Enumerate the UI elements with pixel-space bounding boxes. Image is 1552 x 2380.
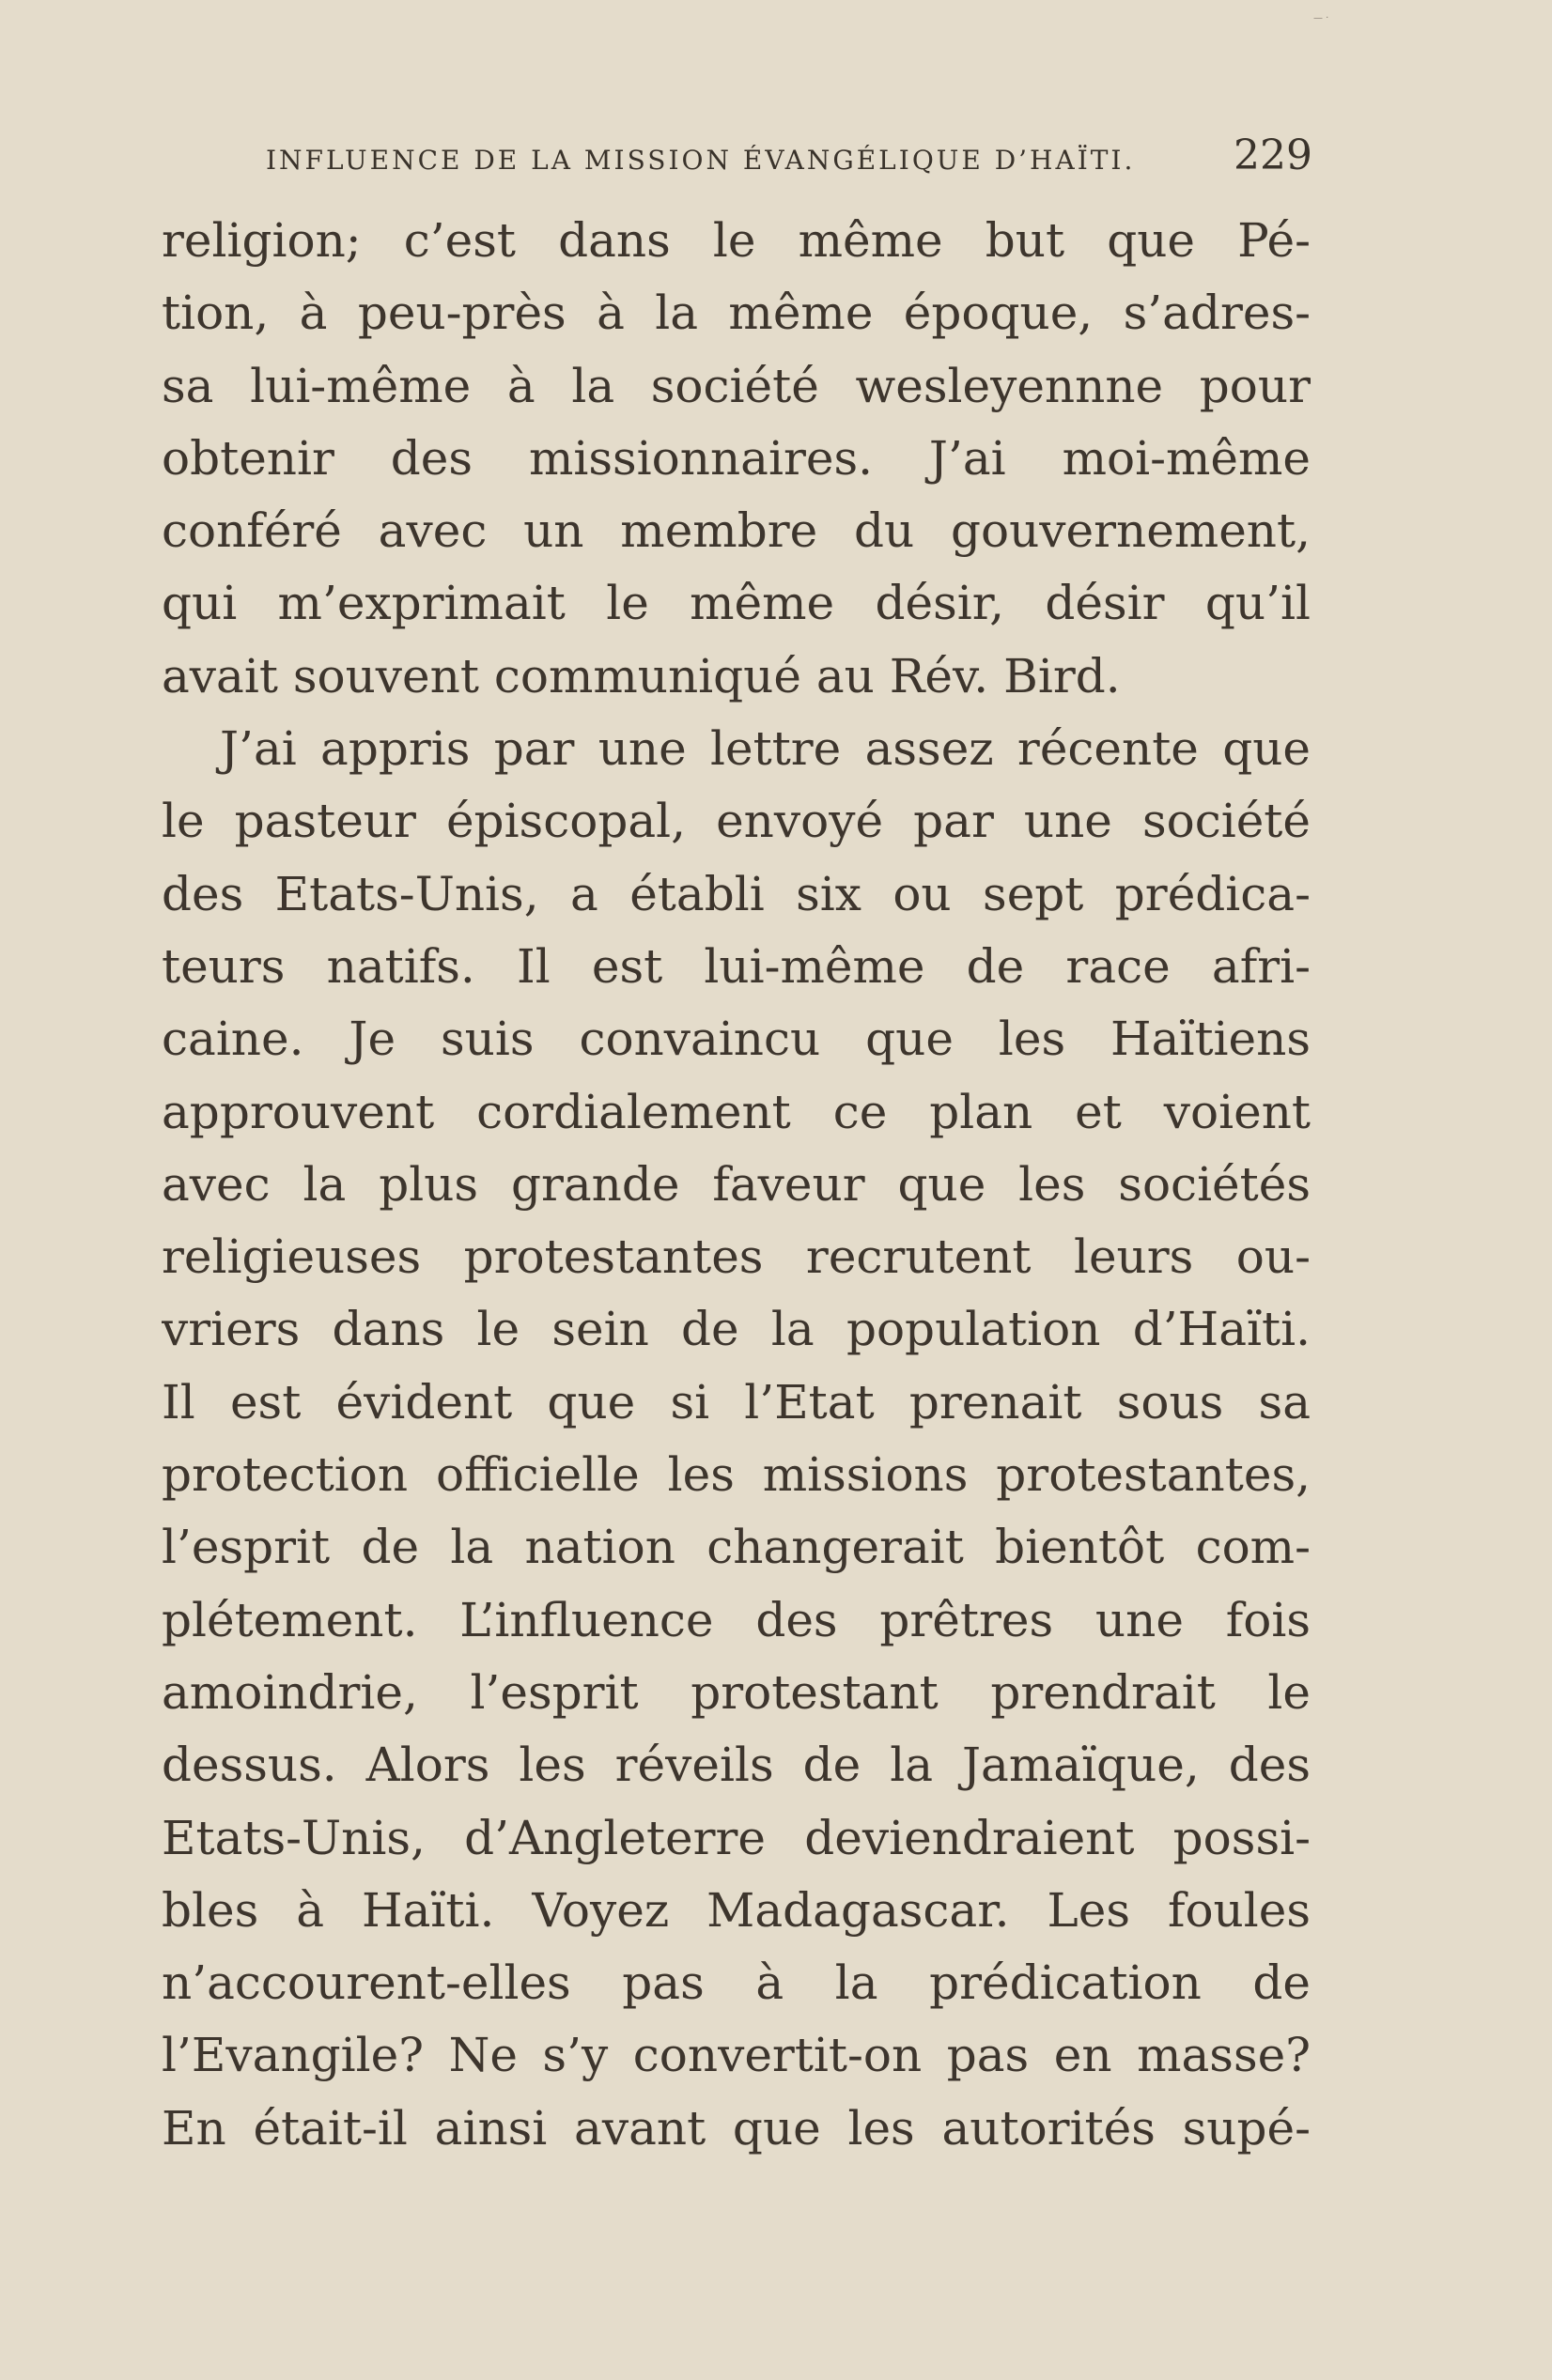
text-line: En était-il ainsi avant que les autorités supé-	[162, 2100, 1311, 2156]
paragraph-first-line: J’ai appris par une lettre assez récente que	[220, 721, 1311, 777]
text-line: n’accourent-elles pas à la prédication de	[162, 1955, 1311, 2011]
text-line: des Etats-Unis, a établi six ou sept prédica-	[162, 866, 1311, 921]
running-head	[266, 131, 1312, 178]
text-line: Etats-Unis, d’Angleterre deviendraient possi-	[162, 1810, 1311, 1865]
text-line: amoindrie, l’esprit protestant prendrait le	[162, 1664, 1311, 1720]
text-line: avait souvent communiqué au Rév. Bird.	[162, 648, 1121, 703]
text-line: tion, à peu-près à la même époque, s’adres-	[162, 286, 1311, 341]
running-title: INFLUENCE DE LA MISSION ÉVANGÉLIQUE D’HAÏTI.	[266, 145, 1136, 176]
text-line: qui m’exprimait le même désir, désir qu’il	[162, 576, 1311, 631]
text-line: religion; c’est dans le même but que Pé-	[162, 213, 1311, 268]
text-line: sa lui-même à la société wesleyennne pour	[162, 358, 1311, 413]
text-line: teurs natifs. Il est lui-même de race afri-	[162, 938, 1311, 994]
text-line: obtenir des missionnaires. J’ai moi-même	[162, 430, 1311, 486]
text-line: religieuses protestantes recrutent leurs ou-	[162, 1229, 1311, 1285]
scan-mark: — ·	[1313, 13, 1329, 23]
text-line: l’esprit de la nation changerait bientôt com-	[162, 1520, 1311, 1575]
text-line: avec la plus grande faveur que les sociétés	[162, 1156, 1311, 1212]
text-line: dessus. Alors les réveils de la Jamaïque, des	[162, 1738, 1311, 1793]
text-line: conféré avec un membre du gouvernement,	[162, 503, 1311, 559]
text-line: plétement. L’influence des prêtres une fois	[162, 1592, 1311, 1647]
text-line: protection officielle les missions protestantes,	[162, 1447, 1311, 1503]
text-line: bles à Haïti. Voyez Madagascar. Les foules	[162, 1882, 1311, 1938]
text-line: Il est évident que si l’Etat prenait sous sa	[162, 1374, 1311, 1430]
text-line: approuvent cordialement ce plan et voient	[162, 1084, 1311, 1139]
page-number: 229	[1234, 131, 1312, 179]
text-line: le pasteur épiscopal, envoyé par une société	[162, 794, 1311, 849]
text-line: caine. Je suis convaincu que les Haïtiens	[162, 1012, 1311, 1067]
text-line: l’Evangile? Ne s’y convertit-on pas en masse?	[162, 2028, 1311, 2083]
text-line: vriers dans le sein de la population d’Haïti.	[162, 1302, 1311, 1357]
body-text	[162, 205, 1311, 2165]
